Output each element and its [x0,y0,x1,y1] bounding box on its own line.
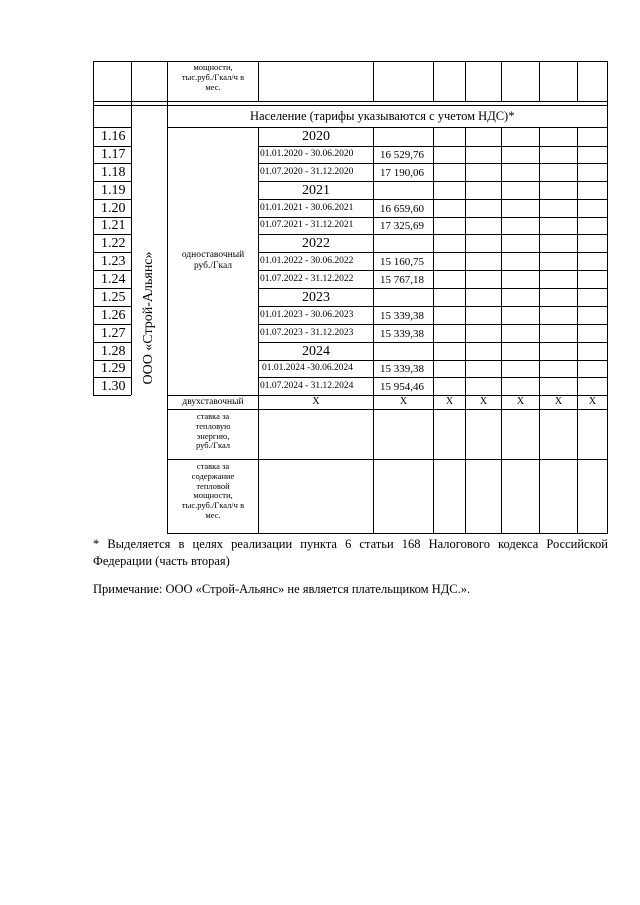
row-number: 1.26 [101,308,126,323]
heat-energy-rate-label: ставка за тепловую энергию, руб./Гкал [195,411,231,451]
row-number: 1.22 [101,236,126,251]
row-number: 1.28 [101,344,126,359]
year-heading: 2021 [302,183,330,198]
tariff-value: 15 339,38 [380,363,424,375]
row-number: 1.18 [101,165,126,180]
row-number: 1.20 [101,201,126,216]
two-rate-label: двухставочный [182,397,244,407]
x-mark: Х [588,396,597,407]
x-mark: Х [554,396,563,407]
row-number: 1.16 [101,129,126,144]
population-header: Население (тарифы указываются с учетом НДС)* [250,109,515,123]
period-cell: 01.01.2022 - 30.06.2022 [260,256,354,266]
year-heading: 2023 [302,290,330,305]
period-cell: 01.07.2023 - 31.12.2023 [260,328,354,338]
period-cell: 01.07.2024 - 31.12.2024 [260,381,354,391]
row-number: 1.21 [101,218,126,233]
tariff-value: 16 529,76 [380,149,424,161]
single-rate-label: одноставочный руб./Гкал [181,250,245,271]
year-heading: 2020 [302,129,330,144]
period-cell: 01.01.2024 -30.06.2024 [262,363,354,373]
row-number: 1.25 [101,290,126,305]
row-number: 1.19 [101,183,126,198]
period-cell: 01.01.2020 - 30.06.2020 [260,149,354,159]
x-mark: Х [312,396,320,407]
vat-note: Примечание: ООО «Строй-Альянс» не является плательщиком НДС.». [93,582,471,596]
row-number: 1.29 [101,361,126,376]
x-mark: Х [516,396,525,407]
x-mark: Х [399,396,408,407]
tariff-value: 15 767,18 [380,274,424,286]
footnote-line-2: Федерации (часть вторая) [93,554,230,568]
tariff-value: 15 954,46 [380,381,424,393]
period-cell: 01.01.2021 - 30.06.2021 [260,203,354,213]
top-capacity-label: мощности, тыс.руб./Гкал/ч в мес. [181,62,245,92]
tariff-value: 15 339,38 [380,328,424,340]
row-number: 1.17 [101,147,126,162]
tariff-value: 16 659,60 [380,203,424,215]
tariff-value: 15 339,38 [380,310,424,322]
year-heading: 2024 [302,344,330,359]
period-cell: 01.07.2022 - 31.12.2022 [260,274,354,284]
tariff-value: 15 160,75 [380,256,424,268]
org-name-vertical: ООО «Строй-Альянс» [141,251,156,385]
tariff-value: 17 190,06 [380,167,424,179]
row-number: 1.27 [101,326,126,341]
year-heading: 2022 [302,236,330,251]
period-cell: 01.01.2023 - 30.06.2023 [260,310,354,320]
x-mark: Х [445,396,454,407]
period-cell: 01.07.2021 - 31.12.2021 [260,220,354,230]
period-cell: 01.07.2020 - 31.12.2020 [260,167,354,177]
tariff-value: 17 325,69 [380,220,424,232]
row-number: 1.24 [101,272,126,287]
x-mark: Х [479,396,488,407]
capacity-rate-label: ставка за содержание тепловой мощности, тыс.руб./Гкал/ч в мес. [181,461,245,520]
row-number: 1.30 [101,379,126,394]
row-number: 1.23 [101,254,126,269]
footnote-line-1: * Выделяется в целях реализации пункта 6 статьи 168 Налогового кодекса Российской [93,537,608,551]
